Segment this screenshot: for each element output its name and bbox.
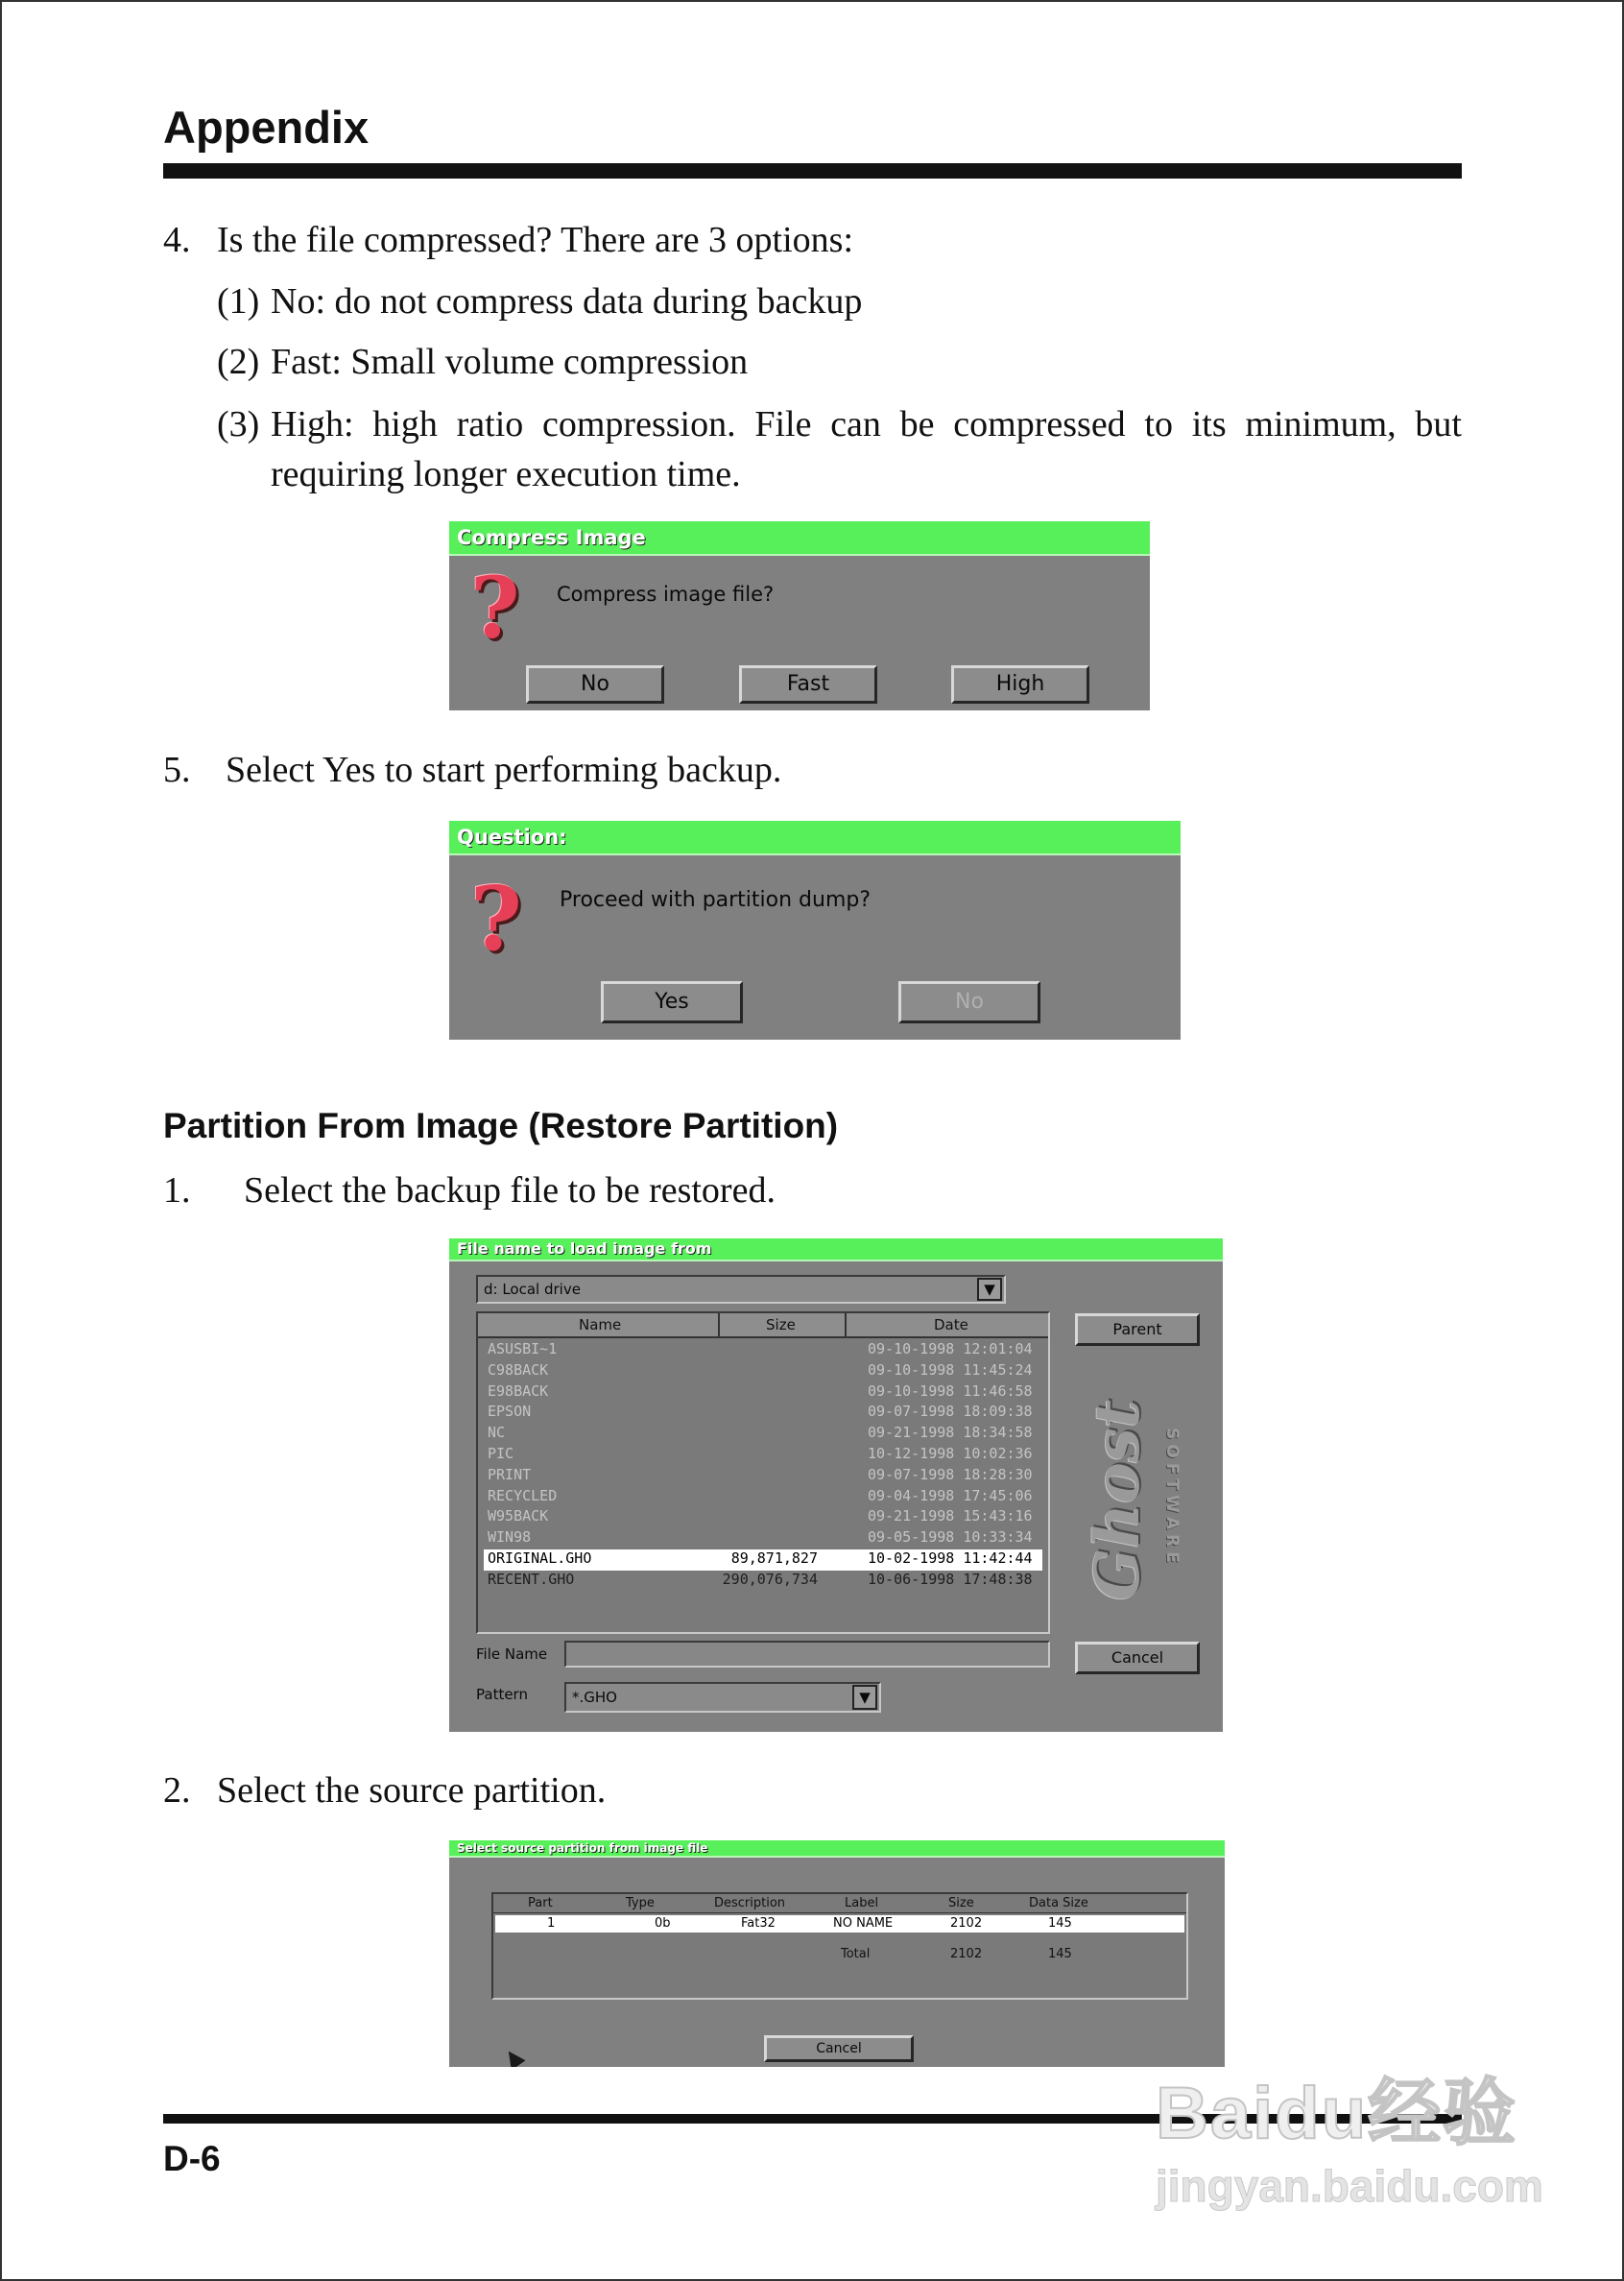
total-size: 2102	[950, 1947, 983, 1961]
dialog-title: File name to load image from	[449, 1238, 1223, 1261]
column-header-size: Size	[948, 1896, 974, 1910]
file-list-row[interactable]	[484, 1571, 1042, 1592]
drive-select-value: d: Local drive	[484, 1281, 581, 1298]
ghost-logo-text: Ghost	[1082, 1399, 1155, 1601]
cancel-button[interactable]: Cancel	[764, 2035, 914, 2062]
no-button[interactable]: No	[898, 981, 1040, 1023]
mouse-cursor-icon	[501, 2046, 525, 2067]
file-name-label: File Name	[476, 1645, 548, 1663]
drive-select[interactable]	[476, 1275, 1006, 1304]
file-date-cell: 09-21-1998 15:43:16	[868, 1507, 1033, 1525]
pattern-label: Pattern	[476, 1686, 528, 1703]
option3-continuation: requiring longer execution time.	[271, 454, 741, 494]
step5-number: 5.	[163, 750, 191, 790]
file-list-row[interactable]	[484, 1445, 1042, 1466]
file-name-input[interactable]	[564, 1641, 1050, 1668]
step4-number: 4.	[163, 220, 191, 260]
file-date-cell: 09-10-1998 11:45:24	[868, 1360, 1033, 1379]
total-label: Total	[841, 1947, 871, 1961]
compress-image-dialog	[449, 521, 1150, 710]
partition-table-header	[493, 1894, 1186, 1913]
column-header-description: Description	[714, 1896, 786, 1910]
page-number: D-6	[163, 2139, 221, 2178]
file-list-header	[478, 1313, 1048, 1338]
file-name-cell: WIN98	[488, 1528, 532, 1547]
column-header-size[interactable]: Size	[766, 1316, 796, 1333]
file-date-cell: 09-21-1998 18:34:58	[868, 1424, 1033, 1442]
file-name-cell: RECYCLED	[488, 1486, 558, 1504]
file-list-row[interactable]	[484, 1507, 1042, 1528]
question-dialog	[449, 821, 1181, 1040]
file-name-cell: ORIGINAL.GHO	[488, 1549, 592, 1567]
cell-size: 2102	[950, 1916, 983, 1931]
file-size-cell: 89,871,827	[730, 1549, 818, 1567]
chevron-down-icon[interactable]: ▼	[977, 1278, 1002, 1301]
file-date-cell: 10-02-1998 11:42:44	[868, 1549, 1033, 1567]
option3-text: High: high ratio compression. File can be compressed to its minimum, but	[271, 404, 1462, 444]
column-header-name[interactable]: Name	[579, 1316, 622, 1333]
file-name-cell: EPSON	[488, 1403, 532, 1421]
page-header-title: Appendix	[163, 102, 370, 153]
option2-number: (2)	[217, 342, 260, 382]
file-name-cell: PRINT	[488, 1465, 532, 1483]
column-header-date[interactable]: Date	[934, 1316, 968, 1333]
file-date-cell: 09-05-1998 10:33:34	[868, 1528, 1033, 1547]
partition-total-row	[495, 1946, 1184, 1963]
question-message: Proceed with partition dump?	[560, 888, 872, 912]
ghost-logo	[1075, 1397, 1190, 1601]
header-rule	[163, 163, 1462, 179]
option1-text: No: do not compress data during backup	[271, 281, 863, 322]
dialog-title: Compress Image	[449, 521, 1150, 556]
option1-number: (1)	[217, 281, 260, 322]
pattern-select[interactable]	[564, 1682, 881, 1713]
file-name-cell: C98BACK	[488, 1360, 549, 1379]
high-button[interactable]: High	[951, 665, 1089, 704]
file-list-row[interactable]	[484, 1403, 1042, 1424]
cell-label: NO NAME	[833, 1916, 894, 1931]
file-list-row[interactable]	[484, 1382, 1042, 1404]
restore-step2-number: 2.	[163, 1770, 191, 1811]
parent-button[interactable]: Parent	[1075, 1313, 1200, 1346]
baidu-watermark-logo: Baidu经验	[1156, 2073, 1518, 2154]
partition-table	[491, 1892, 1188, 2000]
file-date-cell: 09-10-1998 12:01:04	[868, 1340, 1033, 1357]
yes-button[interactable]: Yes	[601, 981, 743, 1023]
question-mark-icon: ?	[470, 867, 522, 971]
file-date-cell: 09-10-1998 11:46:58	[868, 1381, 1033, 1400]
ghost-logo-subtext: SOFTWARE	[1161, 1428, 1182, 1568]
column-header-data-size: Data Size	[1029, 1896, 1088, 1910]
section-heading: Partition From Image (Restore Partition)	[163, 1106, 839, 1145]
dialog-title: Question:	[449, 821, 1181, 855]
file-size-cell: 290,076,734	[722, 1570, 818, 1588]
chevron-down-icon[interactable]: ▼	[852, 1685, 877, 1710]
cancel-button[interactable]: Cancel	[1075, 1642, 1200, 1674]
compress-message: Compress image file?	[557, 583, 775, 606]
fast-button[interactable]: Fast	[739, 665, 877, 704]
file-list-row[interactable]	[484, 1466, 1042, 1487]
pattern-value: *.GHO	[572, 1689, 617, 1706]
option3-number: (3)	[217, 404, 260, 444]
restore-step1-number: 1.	[163, 1170, 191, 1211]
file-name-cell: PIC	[488, 1445, 514, 1462]
option2-text: Fast: Small volume compression	[271, 342, 749, 382]
file-list-rows	[478, 1340, 1048, 1632]
column-header-label: Label	[845, 1896, 879, 1910]
file-date-cell: 10-12-1998 10:02:36	[868, 1445, 1033, 1462]
file-date-cell: 09-07-1998 18:09:38	[868, 1403, 1033, 1421]
column-separator	[845, 1313, 847, 1338]
baidu-watermark-url: jingyan.baidu.com	[1156, 2161, 1543, 2211]
file-list	[476, 1311, 1050, 1634]
partition-row[interactable]	[495, 1915, 1184, 1933]
total-data-size: 145	[1048, 1947, 1072, 1961]
step5-text: Select Yes to start performing backup.	[226, 750, 782, 790]
no-button[interactable]: No	[526, 665, 664, 704]
dialog-title: Select source partition from image file	[449, 1840, 1225, 1858]
step4-text: Is the file compressed? There are 3 options:	[217, 220, 854, 260]
column-header-part: Part	[528, 1896, 553, 1910]
file-name-cell: E98BACK	[488, 1381, 549, 1400]
file-date-cell: 09-04-1998 17:45:06	[868, 1486, 1033, 1504]
file-name-cell: W95BACK	[488, 1507, 549, 1525]
cell-description: Fat32	[741, 1916, 776, 1931]
column-separator	[718, 1313, 720, 1338]
column-header-type: Type	[626, 1896, 655, 1910]
file-date-cell: 10-06-1998 17:48:38	[868, 1570, 1033, 1588]
file-list-row[interactable]	[484, 1549, 1042, 1571]
file-name-cell: NC	[488, 1424, 506, 1442]
restore-step1-text: Select the backup file to be restored.	[244, 1170, 776, 1211]
question-mark-icon: ?	[470, 558, 520, 658]
source-partition-dialog	[449, 1840, 1225, 2067]
file-name-cell: RECENT.GHO	[488, 1570, 575, 1588]
cell-data-size: 145	[1048, 1916, 1072, 1931]
file-list-row[interactable]	[484, 1487, 1042, 1508]
restore-step2-text: Select the source partition.	[217, 1770, 607, 1811]
cell-part: 1	[547, 1916, 556, 1931]
file-list-row[interactable]	[484, 1424, 1042, 1445]
file-open-dialog	[449, 1238, 1223, 1732]
file-list-row[interactable]	[484, 1340, 1042, 1361]
file-list-row[interactable]	[484, 1528, 1042, 1549]
cell-type: 0b	[655, 1916, 671, 1931]
file-list-row[interactable]	[484, 1361, 1042, 1382]
file-date-cell: 09-07-1998 18:28:30	[868, 1465, 1033, 1483]
file-name-cell: ASUSBI~1	[488, 1340, 558, 1357]
